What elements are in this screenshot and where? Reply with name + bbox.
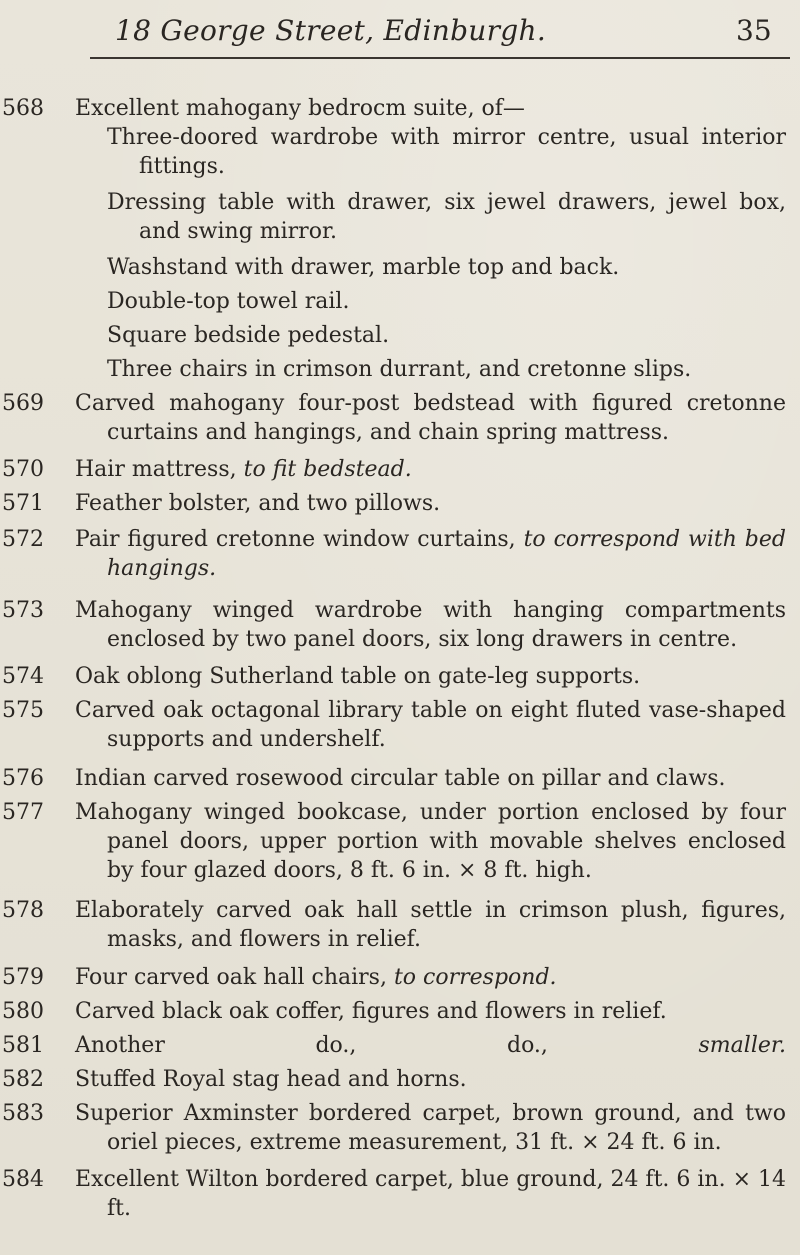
header-title: 18 George Street, Edinburgh. xyxy=(115,14,547,47)
lot-text: Another xyxy=(75,1033,165,1058)
lot-description xyxy=(75,963,786,992)
lot-italic-note: to correspond with bed hangings. xyxy=(107,527,786,581)
running-header xyxy=(0,6,800,54)
lot-number: 571 xyxy=(2,491,44,516)
lot-number: 584 xyxy=(2,1167,44,1192)
lot-description: Indian carved rosewood circular table on pillar and claws. xyxy=(75,766,726,791)
lot-number: 581 xyxy=(2,1033,44,1058)
lot-description xyxy=(75,1031,786,1060)
lot-description: Elaborately carved oak hall settle in crimson plush, figures, masks, and flowers in relief. xyxy=(75,898,786,952)
lot-number: 582 xyxy=(2,1067,44,1092)
lot-description: Superior Axminster bordered carpet, brown ground, and two oriel pieces, extreme measurement, 31 ft. × 24 ft. 6 in. xyxy=(75,1101,786,1155)
lot-italic-note: to correspond. xyxy=(393,965,557,990)
lot-text: Pair figured cretonne window curtains, xyxy=(75,527,516,552)
lot-text: Four carved oak hall chairs, xyxy=(75,965,387,990)
suite-item-text: Dressing table with drawer, six jewel drawers, jewel box, and swing mirror. xyxy=(107,190,786,244)
lot-description: Stuffed Royal stag head and horns. xyxy=(75,1067,467,1092)
lot-description xyxy=(75,455,786,484)
lot-number: 576 xyxy=(2,766,44,791)
suite-item-text: Three-doored wardrobe with mirror centre, usual interior fittings. xyxy=(107,125,786,179)
suite-item-text: Square bedside pedestal. xyxy=(107,323,390,348)
lot-description: Excellent mahogany bedrocm suite, of— xyxy=(75,96,525,121)
lot-description: Carved oak octagonal library table on eight fluted vase-shaped supports and undershelf. xyxy=(75,698,786,752)
lot-number: 579 xyxy=(2,965,44,990)
ditto-mark: do., xyxy=(315,1033,357,1058)
lot-italic-note: to fit bedstead. xyxy=(243,457,412,482)
lot-number: 578 xyxy=(2,898,44,923)
suite-item-text: Washstand with drawer, marble top and back. xyxy=(107,255,620,280)
lot-description: Mahogany winged wardrobe with hanging compartments enclosed by two panel doors, six long drawers in centre. xyxy=(75,598,786,652)
lot-number: 577 xyxy=(2,800,44,825)
lot-description: Oak oblong Sutherland table on gate-leg supports. xyxy=(75,664,641,689)
lot-italic-note: smaller. xyxy=(698,1033,786,1058)
lot-number: 570 xyxy=(2,457,44,482)
lot-number: 573 xyxy=(2,598,44,623)
lot-description xyxy=(75,525,786,583)
lot-number: 580 xyxy=(2,999,44,1024)
lot-description: Carved black oak coffer, figures and flowers in relief. xyxy=(75,999,667,1024)
page-number: 35 xyxy=(736,14,772,47)
lot-number: 569 xyxy=(2,391,44,416)
header-rule xyxy=(90,57,790,59)
lot-number: 572 xyxy=(2,527,44,552)
lot-description: Feather bolster, and two pillows. xyxy=(75,491,441,516)
lot-number: 575 xyxy=(2,698,44,723)
lot-description: Excellent Wilton bordered carpet, blue ground, 24 ft. 6 in. × 14 ft. xyxy=(75,1167,787,1221)
lot-text: Hair mattress, xyxy=(75,457,237,482)
suite-item-text: Three chairs in crimson durrant, and cretonne slips. xyxy=(107,357,692,382)
suite-item-text: Double-top towel rail. xyxy=(107,289,350,314)
lot-description: Carved mahogany four-post bedstead with figured cretonne curtains and hangings, and chain spring mattress. xyxy=(75,391,786,445)
ditto-mark: do., xyxy=(506,1033,548,1058)
lot-description: Mahogany winged bookcase, under portion enclosed by four panel doors, upper portion with movable shelves enclosed by four glazed doors, 8 ft. 6 in. × 8 ft. high. xyxy=(75,800,786,883)
lot-number: 568 xyxy=(2,96,44,121)
lot-number: 574 xyxy=(2,664,44,689)
lot-number: 583 xyxy=(2,1101,44,1126)
